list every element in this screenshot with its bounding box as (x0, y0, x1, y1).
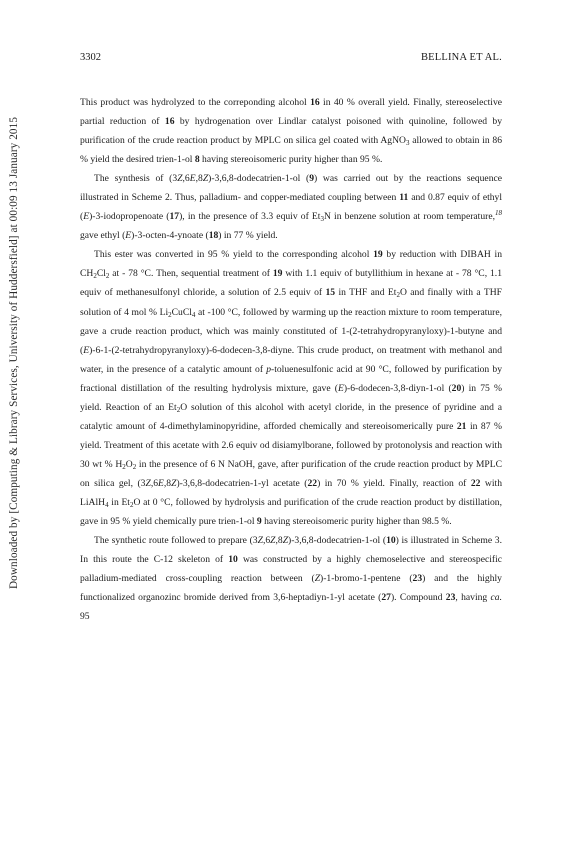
text-run: )-3,6,8-dodecatrien-1-ol ( (208, 173, 310, 185)
text-run: This product was hydrolyzed to the correponding alcohol (80, 97, 311, 108)
text-run: at - 78 °C. Then, sequential treatment of (109, 268, 273, 280)
text-run: O and finally with a THF solution of 4 mol % Li (80, 287, 503, 318)
text-run: Cl (96, 268, 106, 280)
running-head: BELLINA ET AL. (420, 52, 502, 63)
compound-number: 20 (451, 382, 462, 394)
text-run: by reduction with DIBAH in CH (80, 249, 502, 280)
italic-text: Z (202, 173, 209, 185)
subscript: 2 (168, 310, 172, 319)
subscript: 2 (396, 291, 400, 300)
subscript: 3 (320, 215, 324, 224)
subscript: 2 (129, 500, 134, 509)
text-run: ) in 77 % yield. (218, 230, 278, 242)
compound-number: 22 (470, 477, 481, 489)
text-run: )-3,6,8-dodecatrien-1-ol ( (288, 535, 387, 547)
page-header (80, 52, 502, 68)
text-run: ), in the presence of 3.3 equiv of Et (179, 211, 321, 223)
text-run: O solution of this alcohol with acetyl cloride, in the presence of pyridine and a catalytic amount of 4-dimethylaminopyridine, afforded chemically and stereoisomerically pure (80, 401, 502, 432)
download-watermark (6, 58, 22, 648)
text-run: in THF and Et (335, 287, 397, 299)
compound-number: 22 (307, 477, 318, 489)
text-run: The synthetic route followed to prepare (3 (94, 535, 258, 547)
text-run: )-3-octen-4-ynoate ( (131, 230, 209, 242)
text-run: The synthesis of (3 (94, 173, 178, 185)
page-number: 3302 (80, 52, 101, 63)
compound-number: 27 (381, 592, 391, 604)
compound-number: 16 (310, 97, 320, 108)
compound-number: 16 (164, 116, 175, 128)
text-run: in 87 % yield. Treatment of this acetate with 2.6 equiv od disiamylborane, followed by protonolysis and reaction with 30 wt % H (80, 420, 502, 470)
text-run: in the presence of 6 N NaOH, gave, after purification of the crude reaction product by MPLC on silica gel, (3 (80, 458, 502, 489)
text-run: )-6-dodecen-3,8-diyn-1-ol ( (343, 382, 452, 394)
italic-text: p (266, 363, 272, 375)
text-run: and 0.87 equiv of ethyl ( (80, 192, 502, 223)
text-run: having stereoisomeric purity higher than 98.5 %. (261, 516, 452, 528)
italic-text: Z (145, 477, 151, 489)
text-run: -toluenesulfonic acid at 90 °C, followed by purification by fractional distillation of the resulting hydrolysis mixture, gave ( (80, 363, 502, 394)
text-run: ,8 (275, 535, 283, 547)
text-run: with 1.1 equiv of butyllithium in hexane at - 78 °C, 1.1 equiv of methanesulfonyl chloride, a solution of 2.5 equiv of (80, 268, 502, 299)
text-run: in 40 % overall yield. Finally, stereoselective partial reduction of (80, 97, 503, 128)
subscript: 2 (132, 462, 137, 471)
text-run: ,6 (182, 173, 190, 185)
compound-number: 17 (169, 211, 180, 223)
text-run: having stereoisomeric purity higher than 95 %. (199, 154, 383, 166)
text-run: ) in 70 % yield. Finally, reaction of (317, 477, 471, 489)
text-run: ) was carried out by the reactions sequence illustrated in Scheme 2. Thus, palladium- and copper-mediated coupling between (80, 173, 503, 204)
subscript: 3 (405, 139, 410, 148)
subscript: 2 (105, 272, 110, 281)
text-run: ) in 75 % yield. Reaction of an Et (80, 382, 502, 413)
italic-text: ca. (490, 592, 502, 604)
text-run: ). Compound (390, 592, 446, 604)
paragraph-3 (80, 245, 502, 531)
subscript: 2 (176, 405, 181, 414)
italic-text: E (189, 173, 196, 185)
compound-number: 19 (373, 249, 383, 261)
text-run: 95 (80, 611, 90, 623)
text-run: at -100 °C, followed by warming up the reaction mixture to room temperature, gave a crude reaction product, which was mainly constituted of 1-(2-tetrahydropyranyloxy)-1-butyne and ( (80, 306, 503, 356)
text-run: ,6 (262, 535, 271, 547)
compound-number: 8 (194, 154, 200, 166)
text-run: by hydrogenation over Lindlar catalyst poisoned with quinoline, followed by purification of the crude reaction product by MPLC on silica gel coated with AgNO (80, 116, 502, 147)
italic-text: Z (282, 535, 289, 547)
text-run: ,8 (195, 173, 203, 185)
italic-text: E (158, 477, 164, 489)
italic-text: E (337, 382, 344, 394)
paragraph-4 (80, 531, 502, 626)
compound-number: 9 (309, 173, 315, 185)
compound-number: 19 (272, 268, 283, 280)
superscript: 18 (494, 209, 502, 218)
italic-text: Z (177, 173, 183, 185)
compound-number: 9 (256, 516, 262, 528)
text-run: CuCl (171, 306, 192, 318)
text-run: )-1-bromo-1-pentene ( (320, 573, 413, 585)
subscript: 4 (191, 310, 196, 319)
text-run: gave ethyl ( (80, 230, 126, 242)
italic-text: E (83, 344, 90, 356)
italic-text: Z (270, 535, 276, 547)
text-run: O at 0 °C, followed by hydrolysis and purification of the crude reaction product by distillation, gave in 95 % yield chemically pure trien-1-ol (80, 496, 502, 528)
paragraph-1 (80, 93, 502, 169)
compound-number: 11 (399, 192, 409, 204)
text-run: ) and the highly functionalized organozinc bromide derived from 3,6-heptadiyn-1-yl acetate ( (80, 573, 502, 604)
italic-text: Z (314, 573, 321, 585)
text-run: ,8 (163, 477, 172, 489)
text-run: This ester was converted in 95 % yield to the corresponding alcohol (94, 249, 374, 261)
italic-text: E (83, 211, 90, 223)
text-run: )-6-1-(2-tetrahydropyranyloxy)-6-dodecen-3,8-diyne. This crude product, on treatment with methanol and water, in the presence of a catalytic amount of (80, 344, 502, 375)
compound-number: 10 (386, 535, 396, 547)
text-run: allowed to obtain in 86 % yield the desired trien-1-ol (80, 135, 502, 166)
text-run: with LiAlH (80, 477, 502, 508)
text-run: ,6 (150, 477, 159, 489)
article-body (80, 93, 502, 626)
text-run: O (125, 458, 133, 470)
compound-number: 18 (208, 230, 219, 242)
italic-text: Z (171, 477, 177, 489)
text-run: )-3-iodopropenoate ( (89, 211, 170, 223)
italic-text: Z (257, 535, 263, 547)
italic-text: E (125, 230, 132, 242)
text-run: , having (455, 592, 491, 604)
subscript: 2 (122, 462, 126, 471)
compound-number: 23 (445, 592, 456, 604)
text-run: )-3,6,8-dodecatrien-1-yl acetate ( (176, 477, 308, 489)
subscript: 4 (105, 500, 109, 509)
compound-number: 21 (456, 420, 467, 432)
text-run: N in benzene solution at room temperature, (323, 211, 495, 223)
text-run: in Et (108, 496, 130, 508)
subscript: 2 (93, 272, 97, 281)
compound-number: 15 (325, 287, 336, 299)
download-note: Downloaded by [Computing & Library Services, University of Huddersfield] at 00:09 13 January 2015 (8, 116, 20, 590)
text-run: ) is illustrated in Scheme 3. In this route the C-12 skeleton of (80, 535, 502, 566)
compound-number: 23 (412, 573, 423, 585)
compound-number: 10 (228, 554, 238, 566)
paragraph-2 (80, 169, 502, 245)
text-run: was constructed by a highly chemoselective and stereospecific palladium-mediated cross-coupling reaction between ( (80, 554, 502, 585)
